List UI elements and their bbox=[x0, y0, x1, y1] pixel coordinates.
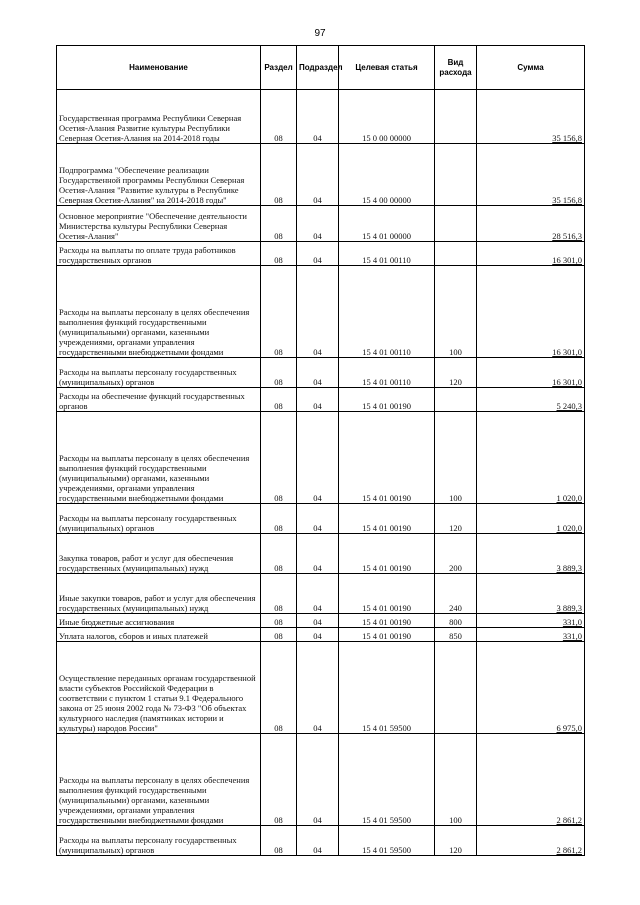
cell-name: Расходы на выплаты персоналу государственных (муниципальных) органов bbox=[57, 504, 261, 534]
cell-section: 08 bbox=[261, 358, 297, 388]
cell-target: 15 4 01 59500 bbox=[339, 642, 435, 734]
cell-sum: 3 889,3 bbox=[477, 574, 585, 614]
table-row bbox=[57, 144, 585, 206]
header-section: Раздел bbox=[261, 46, 297, 90]
cell-section: 08 bbox=[261, 90, 297, 144]
cell-section: 08 bbox=[261, 734, 297, 826]
cell-section: 08 bbox=[261, 642, 297, 734]
cell-expense-type bbox=[435, 388, 477, 412]
cell-subsection: 04 bbox=[297, 412, 339, 504]
header-sum: Сумма bbox=[477, 46, 585, 90]
cell-sum: 331,0 bbox=[477, 614, 585, 628]
cell-name: Расходы на выплаты по оплате труда работников государственных органов bbox=[57, 242, 261, 266]
table-row bbox=[57, 412, 585, 504]
cell-section: 08 bbox=[261, 574, 297, 614]
cell-subsection: 04 bbox=[297, 826, 339, 856]
cell-expense-type: 100 bbox=[435, 412, 477, 504]
cell-section: 08 bbox=[261, 266, 297, 358]
cell-expense-type: 120 bbox=[435, 504, 477, 534]
cell-target: 15 4 01 00110 bbox=[339, 358, 435, 388]
cell-target: 15 4 01 00190 bbox=[339, 614, 435, 628]
cell-subsection: 04 bbox=[297, 534, 339, 574]
table-row bbox=[57, 534, 585, 574]
cell-section: 08 bbox=[261, 534, 297, 574]
cell-name: Иные бюджетные ассигнования bbox=[57, 614, 261, 628]
cell-sum: 6 975,0 bbox=[477, 642, 585, 734]
cell-subsection: 04 bbox=[297, 358, 339, 388]
cell-name: Расходы на выплаты персоналу в целях обеспечения выполнения функций государственными (муниципальными) органами, казенными учреждениями, органами управления государственными внебюджетными фондами bbox=[57, 412, 261, 504]
table-row bbox=[57, 388, 585, 412]
cell-name: Подпрограмма "Обеспечение реализации Государственной программы Республики Северная Осетия-Алания "Развитие культуры в Республике Северная Осетия-Алания" на 2014-2018 годы" bbox=[57, 144, 261, 206]
cell-subsection: 04 bbox=[297, 642, 339, 734]
cell-expense-type: 120 bbox=[435, 358, 477, 388]
cell-subsection: 04 bbox=[297, 628, 339, 642]
cell-expense-type bbox=[435, 642, 477, 734]
cell-name: Расходы на обеспечение функций государственных органов bbox=[57, 388, 261, 412]
cell-expense-type: 850 bbox=[435, 628, 477, 642]
table-row bbox=[57, 614, 585, 628]
cell-subsection: 04 bbox=[297, 242, 339, 266]
table-row bbox=[57, 826, 585, 856]
cell-section: 08 bbox=[261, 144, 297, 206]
page-number: 97 bbox=[314, 28, 326, 39]
cell-subsection: 04 bbox=[297, 388, 339, 412]
cell-expense-type: 240 bbox=[435, 574, 477, 614]
table-row bbox=[57, 358, 585, 388]
cell-name: Уплата налогов, сборов и иных платежей bbox=[57, 628, 261, 642]
cell-section: 08 bbox=[261, 388, 297, 412]
cell-subsection: 04 bbox=[297, 504, 339, 534]
cell-expense-type: 100 bbox=[435, 734, 477, 826]
cell-sum: 2 861,2 bbox=[477, 734, 585, 826]
cell-section: 08 bbox=[261, 242, 297, 266]
cell-name: Осуществление переданных органам государственной власти субъектов Российской Федерации в соответствии с пунктом 1 статьи 9.1 Федерального закона от 25 июня 2002 года № 73-ФЗ "Об объектах культурного наследия (памятниках истории и культуры) народов России" bbox=[57, 642, 261, 734]
cell-sum: 2 861,2 bbox=[477, 826, 585, 856]
cell-target: 15 4 01 00190 bbox=[339, 388, 435, 412]
cell-target: 15 4 01 59500 bbox=[339, 734, 435, 826]
table-row bbox=[57, 266, 585, 358]
table-header-row bbox=[57, 46, 585, 90]
table-row bbox=[57, 504, 585, 534]
cell-section: 08 bbox=[261, 628, 297, 642]
cell-name: Расходы на выплаты персоналу в целях обеспечения выполнения функций государственными (муниципальными) органами, казенными учреждениями, органами управления государственными внебюджетными фондами bbox=[57, 266, 261, 358]
cell-sum: 5 240,3 bbox=[477, 388, 585, 412]
cell-subsection: 04 bbox=[297, 614, 339, 628]
table-row bbox=[57, 242, 585, 266]
header-name: Наименование bbox=[57, 46, 261, 90]
cell-sum: 3 889,3 bbox=[477, 534, 585, 574]
cell-sum: 16 301,0 bbox=[477, 358, 585, 388]
cell-subsection: 04 bbox=[297, 574, 339, 614]
cell-section: 08 bbox=[261, 614, 297, 628]
cell-section: 08 bbox=[261, 206, 297, 242]
cell-target: 15 4 01 00110 bbox=[339, 266, 435, 358]
cell-subsection: 04 bbox=[297, 266, 339, 358]
cell-name: Расходы на выплаты персоналу государственных (муниципальных) органов bbox=[57, 358, 261, 388]
cell-expense-type bbox=[435, 144, 477, 206]
cell-expense-type: 100 bbox=[435, 266, 477, 358]
cell-name: Расходы на выплаты персоналу государственных (муниципальных) органов bbox=[57, 826, 261, 856]
cell-subsection: 04 bbox=[297, 90, 339, 144]
cell-sum: 331,0 bbox=[477, 628, 585, 642]
cell-expense-type: 800 bbox=[435, 614, 477, 628]
cell-section: 08 bbox=[261, 412, 297, 504]
cell-target: 15 4 01 00190 bbox=[339, 574, 435, 614]
header-expense-type: Вид расхода bbox=[435, 46, 477, 90]
cell-expense-type bbox=[435, 90, 477, 144]
cell-subsection: 04 bbox=[297, 144, 339, 206]
cell-name: Закупка товаров, работ и услуг для обеспечения государственных (муниципальных) нужд bbox=[57, 534, 261, 574]
cell-target: 15 4 01 59500 bbox=[339, 826, 435, 856]
cell-expense-type bbox=[435, 242, 477, 266]
header-subsection: Подраздел bbox=[297, 46, 339, 90]
cell-sum: 28 516,3 bbox=[477, 206, 585, 242]
cell-subsection: 04 bbox=[297, 206, 339, 242]
header-target: Целевая статья bbox=[339, 46, 435, 90]
cell-section: 08 bbox=[261, 826, 297, 856]
cell-target: 15 4 01 00190 bbox=[339, 628, 435, 642]
cell-expense-type: 120 bbox=[435, 826, 477, 856]
cell-expense-type bbox=[435, 206, 477, 242]
cell-sum: 1 020,0 bbox=[477, 412, 585, 504]
cell-target: 15 4 01 00190 bbox=[339, 504, 435, 534]
cell-sum: 16 301,0 bbox=[477, 242, 585, 266]
cell-expense-type: 200 bbox=[435, 534, 477, 574]
table-row bbox=[57, 574, 585, 614]
cell-sum: 16 301,0 bbox=[477, 266, 585, 358]
cell-subsection: 04 bbox=[297, 734, 339, 826]
cell-target: 15 4 01 00190 bbox=[339, 412, 435, 504]
table-row bbox=[57, 734, 585, 826]
cell-sum: 1 020,0 bbox=[477, 504, 585, 534]
table-row bbox=[57, 642, 585, 734]
cell-section: 08 bbox=[261, 504, 297, 534]
table-row bbox=[57, 628, 585, 642]
cell-name: Иные закупки товаров, работ и услуг для обеспечения государственных (муниципальных) нужд bbox=[57, 574, 261, 614]
cell-target: 15 4 01 00000 bbox=[339, 206, 435, 242]
table-row bbox=[57, 206, 585, 242]
table-row bbox=[57, 90, 585, 144]
cell-name: Расходы на выплаты персоналу в целях обеспечения выполнения функций государственными (муниципальными) органами, казенными учреждениями, органами управления государственными внебюджетными фондами bbox=[57, 734, 261, 826]
cell-target: 15 4 01 00110 bbox=[339, 242, 435, 266]
cell-sum: 35 156,8 bbox=[477, 144, 585, 206]
budget-table bbox=[56, 45, 585, 856]
cell-target: 15 4 01 00190 bbox=[339, 534, 435, 574]
cell-name: Государственная программа Республики Северная Осетия-Алания Развитие культуры Республики Северная Осетия-Алания на 2014-2018 годы bbox=[57, 90, 261, 144]
cell-name: Основное мероприятие "Обеспечение деятельности Министерства культуры Республики Северная Осетия-Алания" bbox=[57, 206, 261, 242]
cell-target: 15 0 00 00000 bbox=[339, 90, 435, 144]
cell-sum: 35 156,8 bbox=[477, 90, 585, 144]
cell-target: 15 4 00 00000 bbox=[339, 144, 435, 206]
